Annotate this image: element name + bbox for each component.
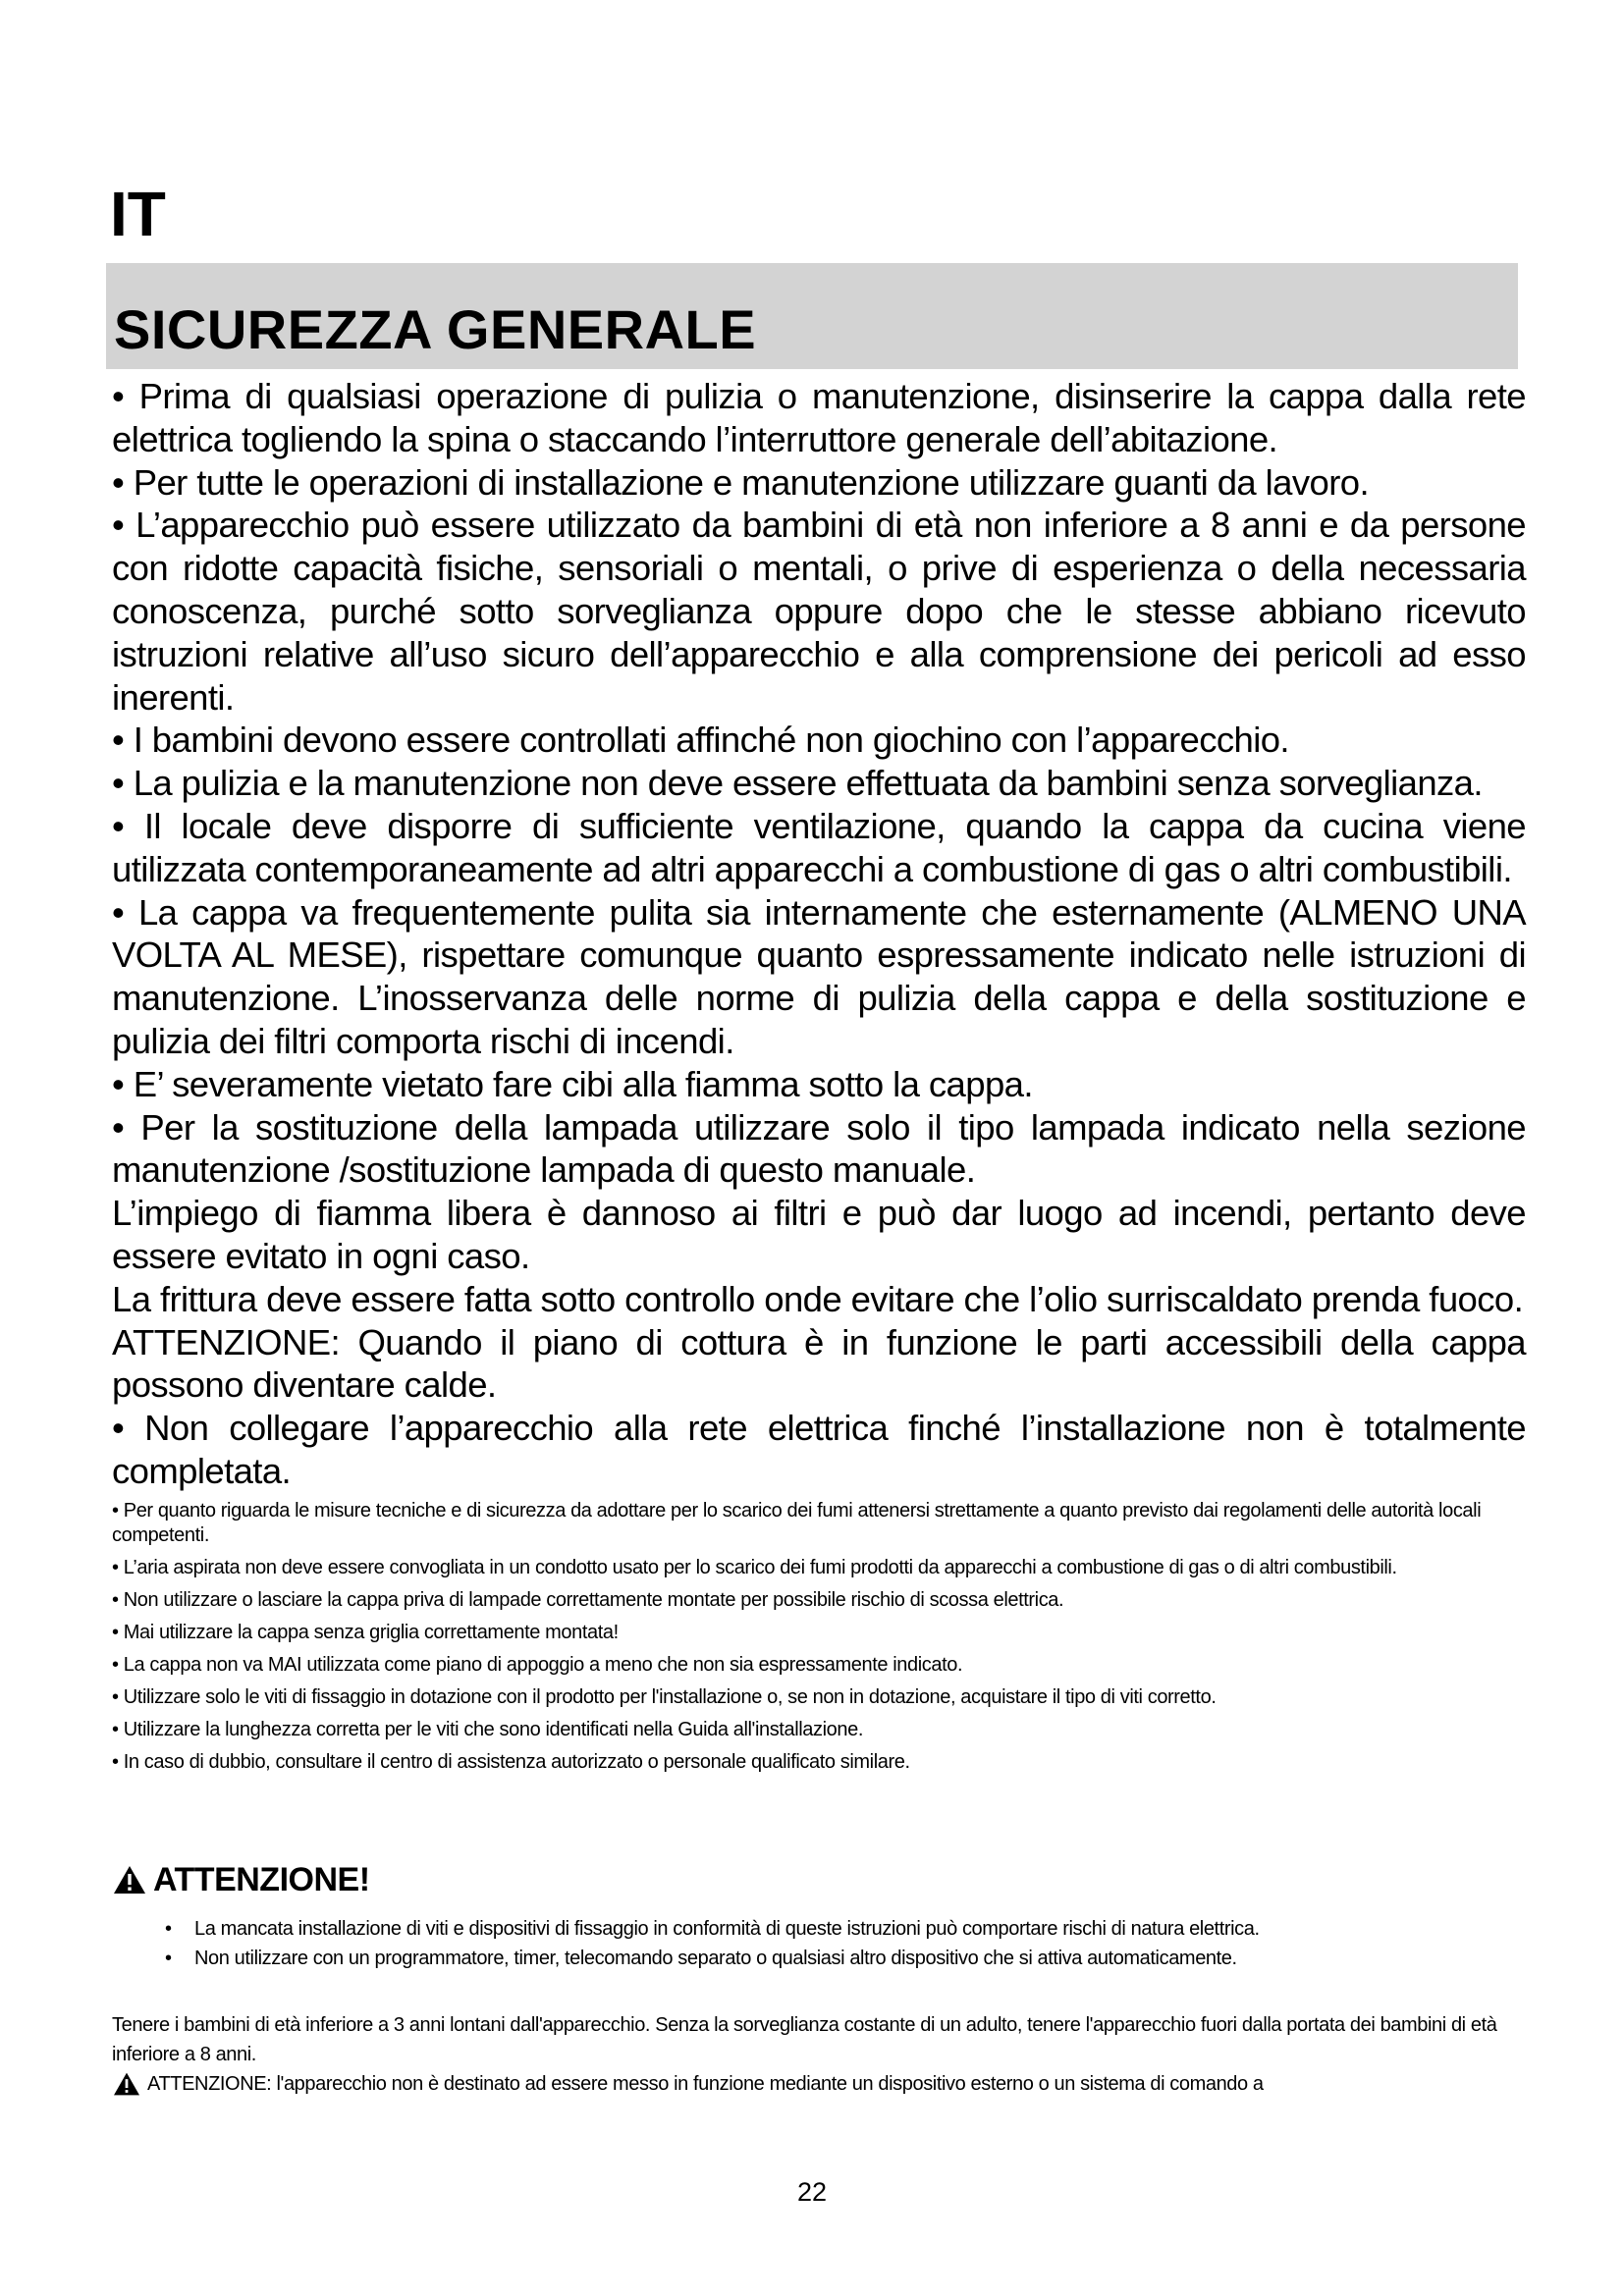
safety-paragraph: • Per la sostituzione della lampada utilizzare solo il tipo lampada indicato nella sezione manutenzione /sostituzione lampada di questo manuale. [112,1106,1526,1191]
small-print-list [112,1499,1526,1775]
safety-paragraph: • Il locale deve disporre di sufficiente ventilazione, quando la cappa da cucina viene utilizzata contemporaneamente ad altri apparecchi a combustione di gas o altri combustibili. [112,805,1526,889]
small-print-item: • Mai utilizzare la cappa senza griglia correttamente montata! [112,1621,619,1643]
small-print-item: • Non utilizzare o lasciare la cappa priva di lampade correttamente montate per possibile rischio di scossa elettrica. [112,1588,1064,1611]
final-warning [112,2071,1264,2097]
warning-heading [112,1863,370,1896]
safety-paragraph: L’impiego di fiamma libera è dannoso ai filtri e può dar luogo ad incendi, pertanto deve essere evitato in ogni caso. [112,1193,1526,1276]
safety-paragraph: • La pulizia e la manutenzione non deve essere effettuata da bambini senza sorveglianza. [112,763,1483,804]
main-content [112,375,1526,1783]
warning-triangle-icon [112,2071,141,2097]
bullet-icon: • [165,1948,172,1969]
bullet-icon: • [165,1918,172,1940]
small-print-item: • Per quanto riguarda le misure tecniche e di sicurezza da adottare per lo scarico dei fumi attenersi strettamente a quanto previsto dai regolamenti delle autorità locali competenti. [112,1499,1482,1546]
language-code: IT [110,179,166,249]
warning-item-text: Non utilizzare con un programmatore, timer, telecomando separato o qualsiasi altro dispositivo che si attiva automaticamente. [194,1948,1237,1969]
safety-paragraph: • E’ severamente vietato fare cibi alla fiamma sotto la cappa. [112,1063,1033,1104]
page-title: SICUREZZA GENERALE [114,298,757,360]
children-note: Tenere i bambini di età inferiore a 3 anni lontani dall'apparecchio. Senza la sorveglianza costante di un adulto, tenere l'apparecchio fuori dalla portata dei bambini di età inferiore a 8 anni. [112,2014,1497,2065]
warning-title: ATTENZIONE! [153,1861,370,1898]
warning-list [165,1914,1520,1973]
warning-item [165,1914,1520,1944]
safety-paragraph: • I bambini devono essere controllati affinché non giochino con l’apparecchio. [112,720,1289,761]
warning-triangle-icon [112,1864,147,1896]
safety-paragraph: • Per tutte le operazioni di installazione e manutenzione utilizzare guanti da lavoro. [112,461,1370,503]
warning-item-text: La mancata installazione di viti e dispositivi di fissaggio in conformità di queste istruzioni può comportare rischi di natura elettrica. [194,1918,1260,1940]
safety-paragraph: • L’apparecchio può essere utilizzato da bambini di età non inferiore a 8 anni e da persone con ridotte capacità fisiche, sensoriali o mentali, o prive di esperienza o della necessaria conoscenza, purché sotto sorveglianza oppure dopo che le stesse abbiano ricevuto istruzioni relative all’uso sicuro dell’apparecchio e alla comprensione dei pericoli ad esso inerenti. [112,505,1526,718]
safety-paragraph: La frittura deve essere fatta sotto controllo onde evitare che l’olio surriscaldato prenda fuoco. [112,1278,1524,1319]
small-print-item: • In caso di dubbio, consultare il centro di assistenza autorizzato o personale qualificato similare. [112,1750,910,1773]
small-print-item: • La cappa non va MAI utilizzata come piano di appoggio a meno che non sia espressamente indicato. [112,1653,963,1676]
small-print-item: • Utilizzare solo le viti di fissaggio in dotazione con il prodotto per l'installazione o, se non in dotazione, acquistare il tipo di viti corretto. [112,1685,1217,1708]
safety-paragraph: ATTENZIONE: Quando il piano di cottura è in funzione le parti accessibili della cappa possono diventare calde. [112,1321,1526,1406]
final-warning-text: ATTENZIONE: l'apparecchio non è destinato ad essere messo in funzione mediante un dispositivo esterno o un sistema di comando a [147,2072,1264,2095]
warning-item [165,1944,1520,1973]
page-number: 22 [796,2177,828,2207]
safety-paragraph: • Non collegare l’apparecchio alla rete elettrica finché l’installazione non è totalmente completata. [112,1408,1526,1491]
small-print-item: • Utilizzare la lunghezza corretta per le viti che sono identificati nella Guida all'installazione. [112,1718,863,1740]
safety-paragraph: • La cappa va frequentemente pulita sia internamente che esternamente (ALMENO UNA VOLTA AL MESE), rispettare comunque quanto espressamente indicato nelle istruzioni di manutenzione. L’inosservanza delle norme di pulizia della cappa e della sostituzione e pulizia dei filtri comporta rischi di incendi. [112,891,1526,1061]
safety-paragraph: • Prima di qualsiasi operazione di pulizia o manutenzione, disinserire la cappa dalla rete elettrica togliendo la spina o staccando l’interruttore generale dell’abitazione. [112,376,1526,459]
small-print-item: • L’aria aspirata non deve essere convogliata in un condotto usato per lo scarico dei fumi prodotti da apparecchi a combustione di gas o di altri combustibili. [112,1556,1397,1578]
